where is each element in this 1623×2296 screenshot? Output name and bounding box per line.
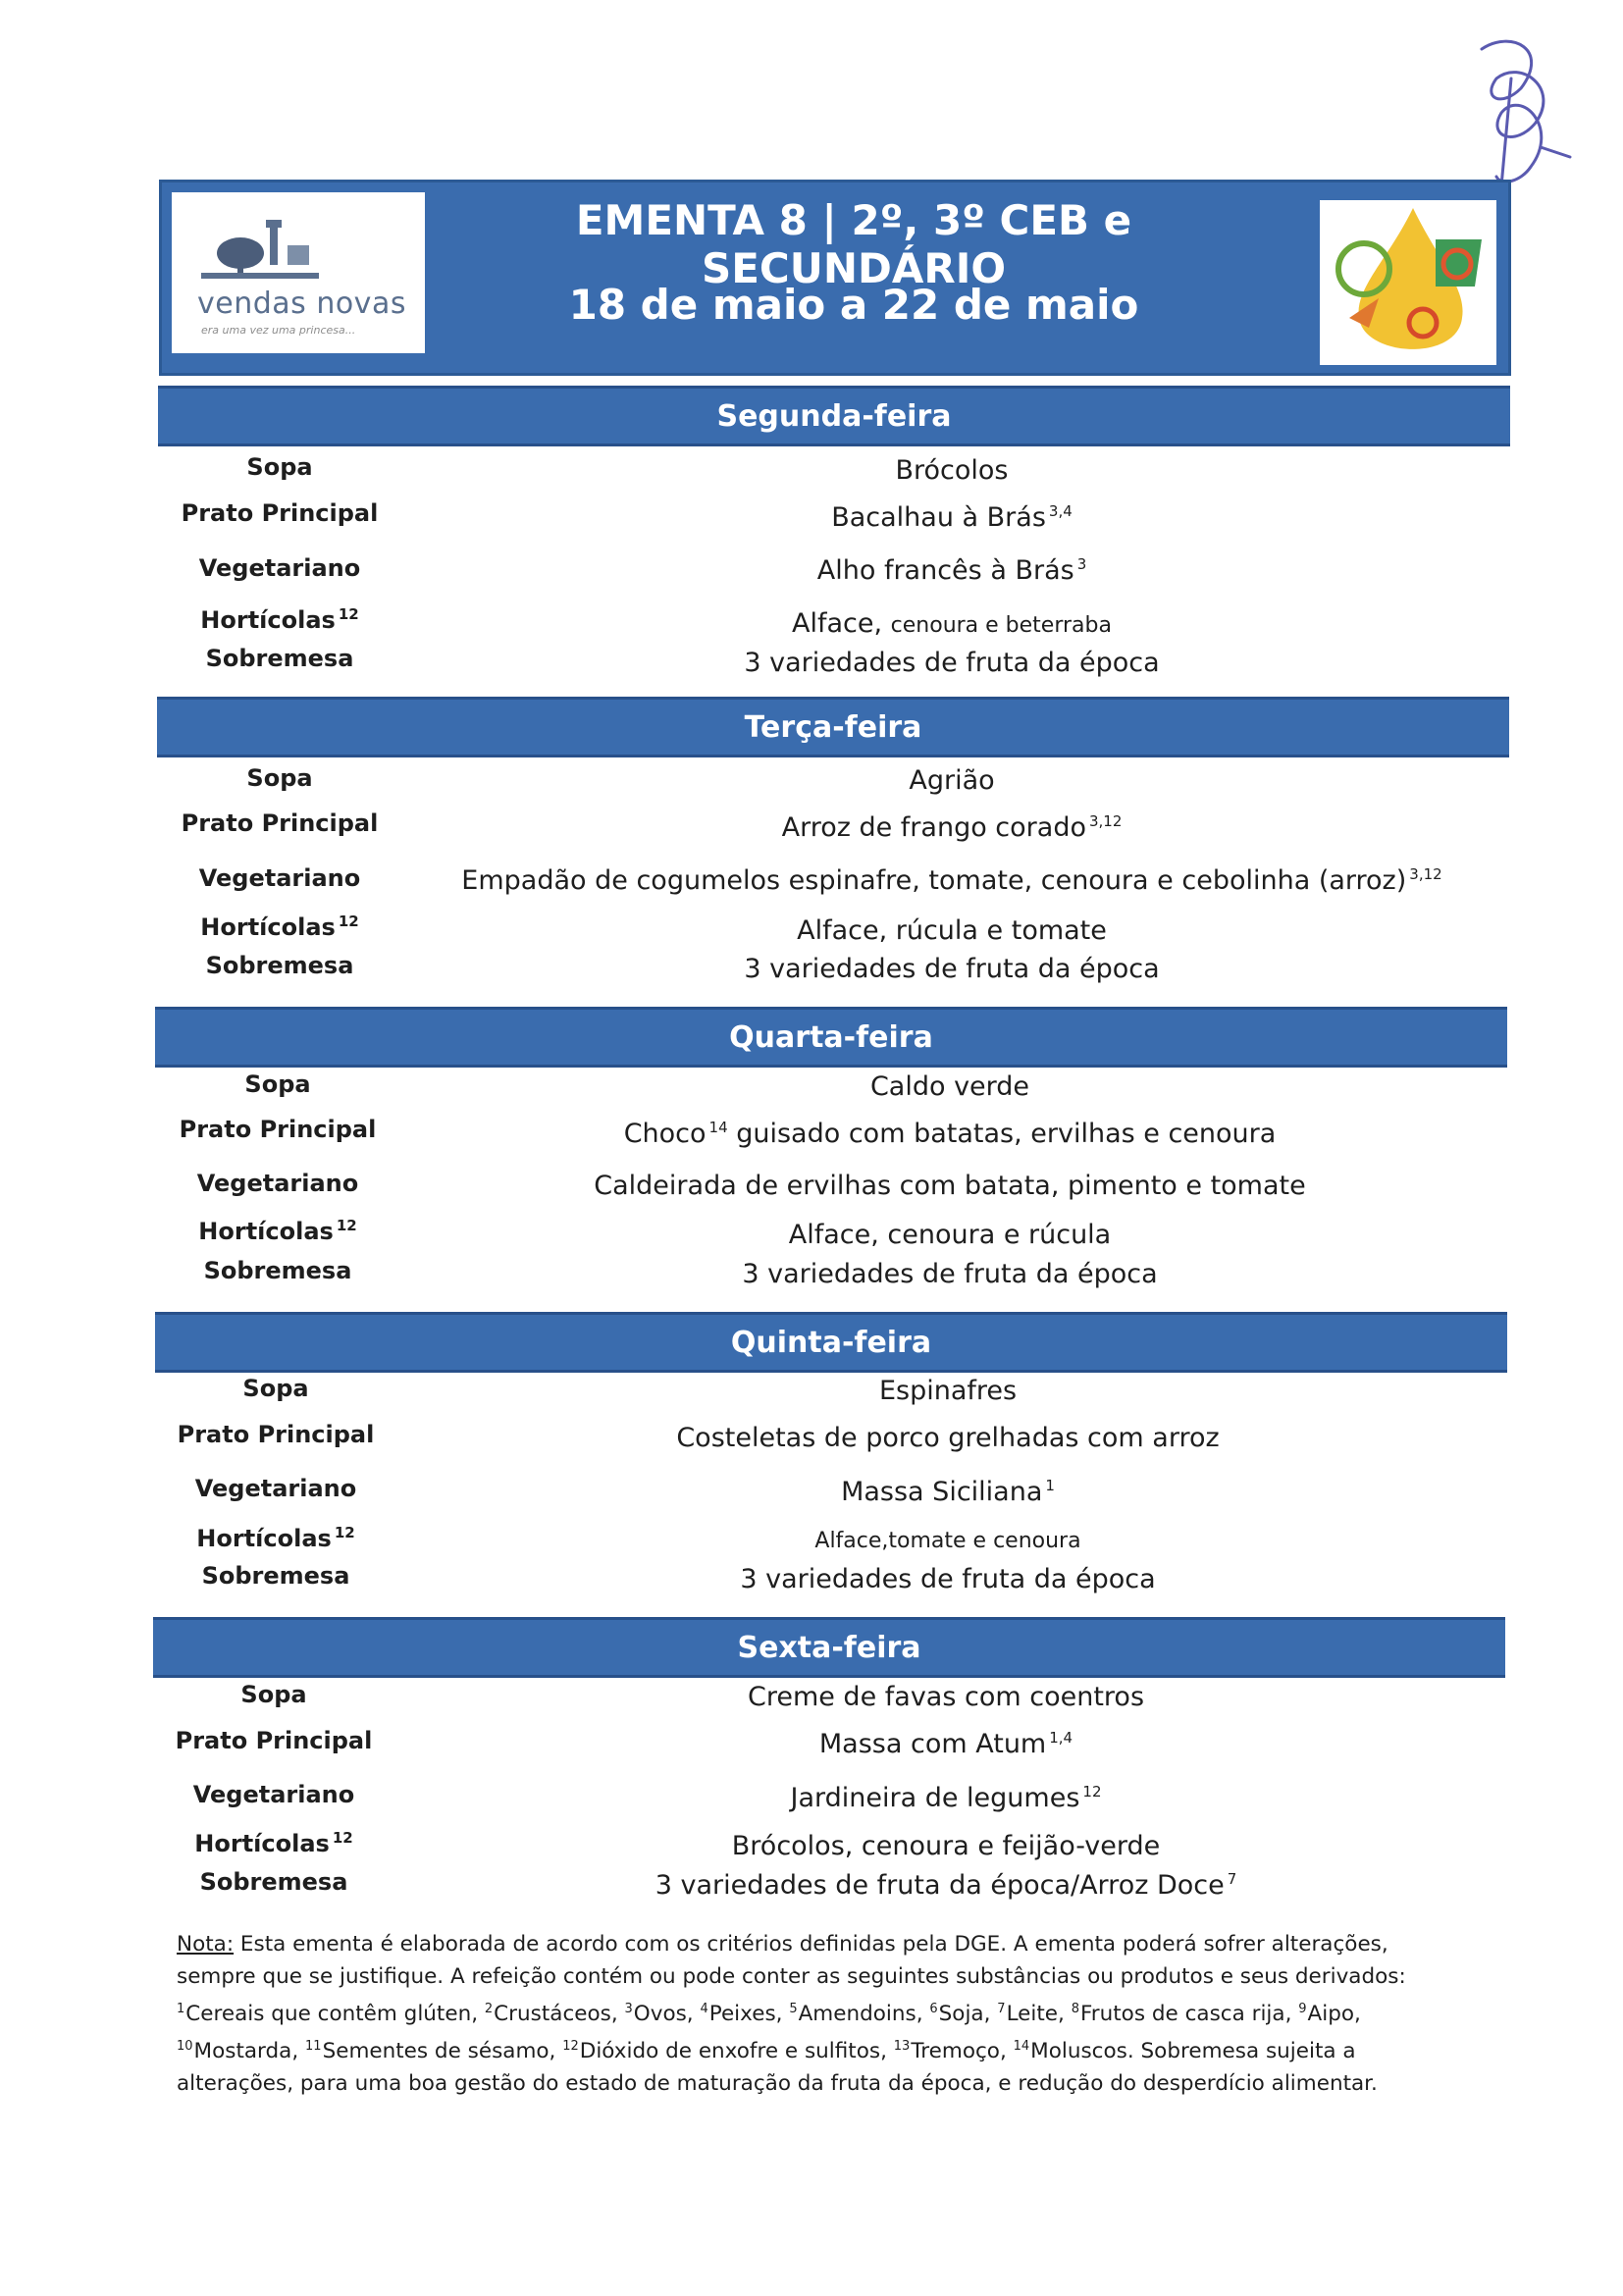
friday-vegetariano	[357, 1783, 1535, 1813]
allergen-number: 2	[484, 2002, 494, 2016]
monday-horticolas-b: cenoura e beterraba	[890, 613, 1112, 638]
tuesday-prato-allergens: 3,12	[1088, 812, 1123, 830]
wednesday-prato	[361, 1119, 1539, 1149]
day-header-wednesday: Quarta-feira	[155, 1007, 1507, 1068]
allergen-name: Cereais que contêm glúten,	[185, 2002, 485, 2027]
allergen-name: Mostarda,	[193, 2039, 306, 2064]
wednesday-prato-a: Choco	[623, 1119, 707, 1149]
allergen-number: 14	[1013, 2039, 1030, 2055]
thursday-vegetariano	[359, 1477, 1537, 1507]
friday-prato-text: Massa com Atum	[818, 1729, 1047, 1759]
label-horticolas-allergens: 12	[336, 1217, 357, 1234]
note-closing: Sobremesa sujeita a alterações, para uma boa gestão do estado de maturação da fruta da época, e redução do desperdício alimentar.	[177, 2039, 1378, 2097]
allergen-name: Peixes,	[708, 2002, 790, 2027]
tuesday-vegetariano-allergens: 3,12	[1409, 865, 1442, 883]
allergen-number: 11	[305, 2039, 322, 2055]
monday-vegetariano	[363, 555, 1541, 586]
wednesday-vegetariano: Caldeirada de ervilhas com batata, pimento e tomate	[594, 1171, 1306, 1201]
wednesday-horticolas: Alface, cenoura e rúcula	[788, 1220, 1112, 1250]
label-sobremesa: Sobremesa	[205, 645, 354, 672]
friday-sobremesa-allergens: 7	[1227, 1870, 1237, 1888]
label-sobremesa: Sobremesa	[205, 952, 354, 979]
allergen-number: 9	[1298, 2002, 1307, 2016]
monday-vegetariano-allergens: 3	[1076, 555, 1087, 573]
monday-horticolas	[363, 608, 1541, 639]
label-sopa: Sopa	[246, 453, 313, 481]
wednesday-sopa: Caldo verde	[869, 1071, 1030, 1102]
friday-prato	[357, 1729, 1535, 1759]
label-horticolas-allergens: 12	[338, 605, 359, 623]
wednesday-prato-allergens: 14	[708, 1119, 728, 1136]
allergen-number: 3	[624, 2002, 633, 2016]
allergen-name: Dióxido de enxofre e sulfitos,	[579, 2039, 894, 2064]
label-sopa: Sopa	[246, 764, 313, 792]
town-illustration-icon	[201, 206, 319, 285]
friday-sobremesa	[357, 1870, 1535, 1901]
thursday-sobremesa: 3 variedades de fruta da época	[740, 1564, 1156, 1594]
label-horticolas-text: Hortícolas	[196, 1525, 332, 1552]
monday-prato-text: Bacalhau à Brás	[831, 502, 1046, 533]
label-sopa: Sopa	[240, 1681, 307, 1708]
fruit-drop-icon	[1320, 200, 1496, 365]
friday-sobremesa-text: 3 variedades de fruta da época/Arroz Doce	[654, 1870, 1225, 1901]
allergen-name: Sementes de sésamo,	[322, 2039, 563, 2064]
header-banner	[159, 180, 1511, 376]
municipality-logo	[172, 192, 425, 353]
friday-vegetariano-text: Jardineira de legumes	[790, 1783, 1080, 1813]
allergen-number: 10	[177, 2039, 193, 2055]
label-horticolas-allergens: 12	[334, 1524, 355, 1541]
label-prato: Prato Principal	[181, 809, 379, 837]
allergen-number: 5	[789, 2002, 798, 2016]
thursday-prato: Costeletas de porco grelhadas com arroz	[676, 1423, 1220, 1453]
label-horticolas-allergens: 12	[338, 913, 359, 930]
allergen-name: Aipo,	[1307, 2002, 1361, 2027]
monday-prato	[363, 502, 1541, 533]
menu-title: EMENTA 8 | 2º, 3º CEB e SECUNDÁRIO	[575, 196, 1132, 292]
day-header-thursday: Quinta-feira	[155, 1312, 1507, 1373]
allergen-name: Tremoço,	[911, 2039, 1014, 2064]
label-vegetariano: Vegetariano	[192, 1781, 355, 1808]
allergen-name: Moluscos.	[1030, 2039, 1134, 2064]
allergen-name: Soja,	[938, 2002, 998, 2027]
day-header-friday: Sexta-feira	[153, 1617, 1505, 1678]
label-sobremesa: Sobremesa	[203, 1257, 352, 1284]
tuesday-prato	[363, 812, 1541, 843]
thursday-vegetariano-text: Massa Siciliana	[841, 1477, 1043, 1507]
allergen-note	[177, 1928, 1452, 2100]
logo-tagline: era uma vez uma princesa...	[201, 324, 356, 337]
friday-vegetariano-allergens: 12	[1082, 1783, 1102, 1800]
friday-horticolas: Brócolos, cenoura e feijão-verde	[731, 1831, 1161, 1861]
allergen-name: Frutos de casca rija,	[1079, 2002, 1299, 2027]
menu-dates: 18 de maio a 22 de maio	[568, 281, 1139, 329]
allergen-name: Ovos,	[633, 2002, 701, 2027]
note-intro: Esta ementa é elaborada de acordo com os critérios definidas pela DGE. A ementa poderá sofrer alterações, sempre que se justifique. A refeição contém ou pode conter as seguintes substâncias ou produtos e seus derivados:	[177, 1932, 1406, 1989]
tuesday-sobremesa: 3 variedades de fruta da época	[744, 954, 1160, 984]
label-horticolas-text: Hortícolas	[200, 606, 336, 634]
thursday-sopa: Espinafres	[878, 1376, 1018, 1406]
wednesday-prato-b: guisado com batatas, ervilhas e cenoura	[736, 1119, 1277, 1149]
label-sobremesa: Sobremesa	[199, 1868, 348, 1896]
label-vegetariano: Vegetariano	[194, 1475, 357, 1502]
monday-sopa: Brócolos	[895, 455, 1009, 486]
allergen-number: 1	[177, 2002, 185, 2016]
label-horticolas-text: Hortícolas	[200, 913, 336, 941]
wednesday-sobremesa: 3 variedades de fruta da época	[742, 1259, 1158, 1289]
label-sobremesa: Sobremesa	[201, 1562, 350, 1590]
allergen-name: Crustáceos,	[494, 2002, 625, 2027]
label-prato: Prato Principal	[175, 1727, 373, 1754]
logo-name: vendas novas	[197, 287, 406, 321]
day-header-monday: Segunda-feira	[158, 386, 1510, 446]
monday-vegetariano-text: Alho francês à Brás	[816, 555, 1074, 586]
label-horticolas-text: Hortícolas	[198, 1218, 334, 1245]
thursday-horticolas: Alface,tomate e cenoura	[814, 1529, 1081, 1553]
monday-prato-allergens: 3,4	[1048, 502, 1073, 520]
tuesday-vegetariano-text: Empadão de cogumelos espinafre, tomate, cenoura e cebolinha (arroz)	[461, 865, 1407, 896]
tuesday-vegetariano	[363, 865, 1541, 896]
monday-sobremesa: 3 variedades de fruta da época	[744, 648, 1160, 678]
fruit-logo	[1320, 200, 1496, 365]
allergen-number: 8	[1071, 2002, 1079, 2016]
label-vegetariano: Vegetariano	[196, 1170, 359, 1197]
allergen-number: 13	[893, 2039, 911, 2055]
tuesday-horticolas: Alface, rúcula e tomate	[797, 915, 1107, 946]
day-header-tuesday: Terça-feira	[157, 697, 1509, 757]
allergen-number: 4	[700, 2002, 708, 2016]
label-prato: Prato Principal	[181, 499, 379, 527]
tuesday-prato-text: Arroz de frango corado	[781, 812, 1086, 843]
label-horticolas-allergens: 12	[332, 1829, 353, 1847]
label-vegetariano: Vegetariano	[198, 554, 361, 582]
thursday-vegetariano-allergens: 1	[1045, 1477, 1055, 1494]
allergen-name: Leite,	[1006, 2002, 1072, 2027]
friday-prato-allergens: 1,4	[1049, 1729, 1073, 1747]
friday-sopa: Creme de favas com coentros	[747, 1682, 1145, 1712]
allergen-number: 12	[562, 2039, 579, 2055]
allergen-number: 7	[997, 2002, 1006, 2016]
allergen-name: Amendoins,	[798, 2002, 930, 2027]
label-prato: Prato Principal	[177, 1421, 375, 1448]
tuesday-sopa: Agrião	[909, 765, 995, 796]
label-sopa: Sopa	[242, 1375, 309, 1402]
label-sopa: Sopa	[244, 1070, 311, 1098]
note-label: Nota:	[177, 1932, 235, 1957]
monday-horticolas-a: Alface,	[792, 608, 883, 639]
allergen-number: 6	[929, 2002, 938, 2016]
label-vegetariano: Vegetariano	[198, 864, 361, 892]
label-prato: Prato Principal	[179, 1116, 377, 1143]
label-horticolas-text: Hortícolas	[194, 1830, 330, 1857]
